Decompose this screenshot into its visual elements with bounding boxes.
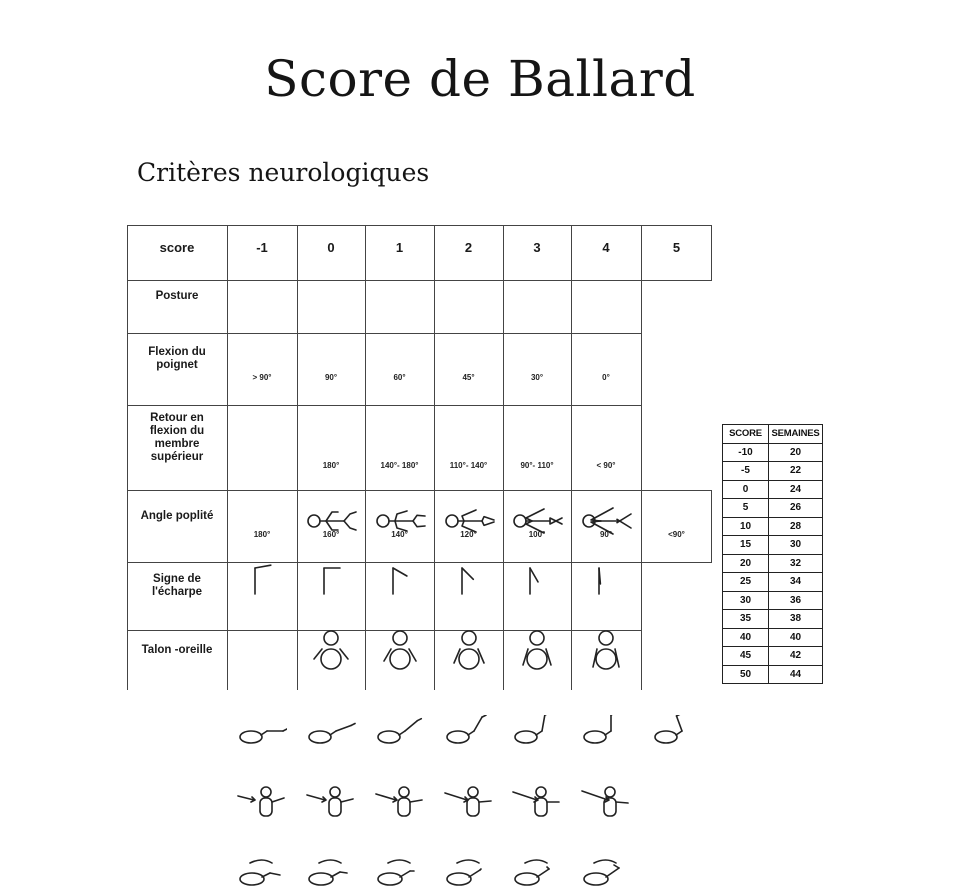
angle-value: 0° [602,373,610,382]
angle-value: 100° [528,530,546,539]
maturity-row [723,628,823,647]
angle-value: 180° [322,461,340,470]
angle-value: 110°- 140° [449,461,488,470]
maturity-weeks-cell: 28 [769,517,823,536]
scarf-sign-icon [578,784,634,820]
angle-value: 120° [460,530,477,539]
maturity-row [723,573,823,592]
row-label: Flexion du poignet [148,346,206,371]
heel-to-ear-icon [305,857,357,887]
row-label: Talon -oreille [141,643,213,656]
maturity-weeks-cell: 20 [769,443,823,462]
maturity-row [723,517,823,536]
wrist-angle-icon [314,562,348,596]
angle-value: 90° [324,373,338,382]
scarf-sign-icon [303,784,359,820]
wrist-angle-icon [452,562,486,596]
angle-value: 140° [391,530,408,539]
header-score-value: 1 [395,239,404,255]
arm-recoil-icon [581,629,631,673]
row-label: Angle poplité [140,509,214,522]
slide-title: Score de Ballard [264,50,696,108]
weeks-header: SEMAINES [769,425,823,444]
row-label: Posture [155,290,199,302]
angle-value: 45° [462,373,475,382]
arm-recoil-icon [512,629,562,673]
scarf-sign-icon [372,784,428,820]
header-score-value: 2 [464,239,473,255]
maturity-weeks-cell: 44 [769,665,823,684]
maturity-weeks-cell: 32 [769,554,823,573]
heel-to-ear-icon [580,857,632,887]
maturity-weeks-cell: 40 [769,628,823,647]
angle-value: 140°- 180° [380,461,419,470]
maturity-row [723,647,823,666]
angle-value: 160° [322,530,340,539]
header-score-value: 3 [533,239,541,255]
arm-recoil-icon [306,629,356,673]
maturity-score-cell: 35 [723,610,769,629]
angle-value: > 90° [252,373,272,382]
maturity-weeks-cell: 26 [769,499,823,518]
angle-value: 30° [530,373,544,382]
header-score-value: -1 [256,239,268,255]
maturity-score-cell: -10 [723,443,769,462]
heel-to-ear-icon [511,857,563,887]
angle-value: 90° [599,530,613,539]
scarf-sign-icon [441,784,497,820]
angle-value: <90° [668,530,685,539]
maturity-score-cell: 45 [723,647,769,666]
maturity-weeks-cell: 24 [769,480,823,499]
score-header: SCORE [723,425,769,444]
header-score-label: score [159,239,195,255]
maturity-score-table [722,424,823,684]
angle-value: < 90° [596,461,616,470]
maturity-row [723,591,823,610]
neurological-criteria-table [127,225,712,690]
heel-to-ear-icon [374,857,426,887]
maturity-weeks-cell: 36 [769,591,823,610]
infant-posture-icon [577,506,635,536]
maturity-score-cell: -5 [723,462,769,481]
scarf-sign-icon [509,784,565,820]
maturity-weeks-cell: 22 [769,462,823,481]
maturity-weeks-cell: 42 [769,647,823,666]
maturity-row [723,610,823,629]
arm-recoil-icon [444,629,494,673]
header-score-value: 4 [602,239,610,255]
maturity-row [723,480,823,499]
maturity-row [723,536,823,555]
row-label: Retour en flexion du membre supérieur [149,411,205,463]
maturity-weeks-cell: 30 [769,536,823,555]
wrist-angle-icon [245,562,279,596]
maturity-weeks-cell: 34 [769,573,823,592]
infant-posture-icon [440,506,498,536]
maturity-score-cell: 10 [723,517,769,536]
maturity-score-cell: 0 [723,480,769,499]
maturity-row [723,665,823,684]
maturity-score-cell: 50 [723,665,769,684]
header-score-value: 0 [327,239,335,255]
maturity-row [723,554,823,573]
wrist-angle-icon [589,562,623,596]
infant-posture-icon [302,506,360,536]
maturity-row [723,499,823,518]
heel-to-ear-icon [443,857,495,887]
maturity-score-cell: 25 [723,573,769,592]
maturity-score-cell: 20 [723,554,769,573]
maturity-score-cell: 15 [723,536,769,555]
maturity-score-cell: 5 [723,499,769,518]
infant-posture-icon [371,506,429,536]
wrist-angle-icon [520,562,554,596]
infant-posture-icon [508,506,566,536]
angle-value: 60° [393,373,406,382]
slide-subtitle: Critères neurologiques [137,158,430,187]
maturity-weeks-cell: 38 [769,610,823,629]
maturity-score-cell: 30 [723,591,769,610]
angle-value: 180° [253,530,271,539]
maturity-row [723,462,823,481]
maturity-row [723,443,823,462]
wrist-angle-icon [383,562,417,596]
angle-value: 90°- 110° [520,461,554,470]
arm-recoil-icon [375,629,425,673]
maturity-score-cell: 40 [723,628,769,647]
heel-to-ear-icon [236,857,288,887]
row-label: Signe de l'écharpe [151,573,203,598]
scarf-sign-icon [234,784,290,820]
header-score-value: 5 [672,239,681,255]
